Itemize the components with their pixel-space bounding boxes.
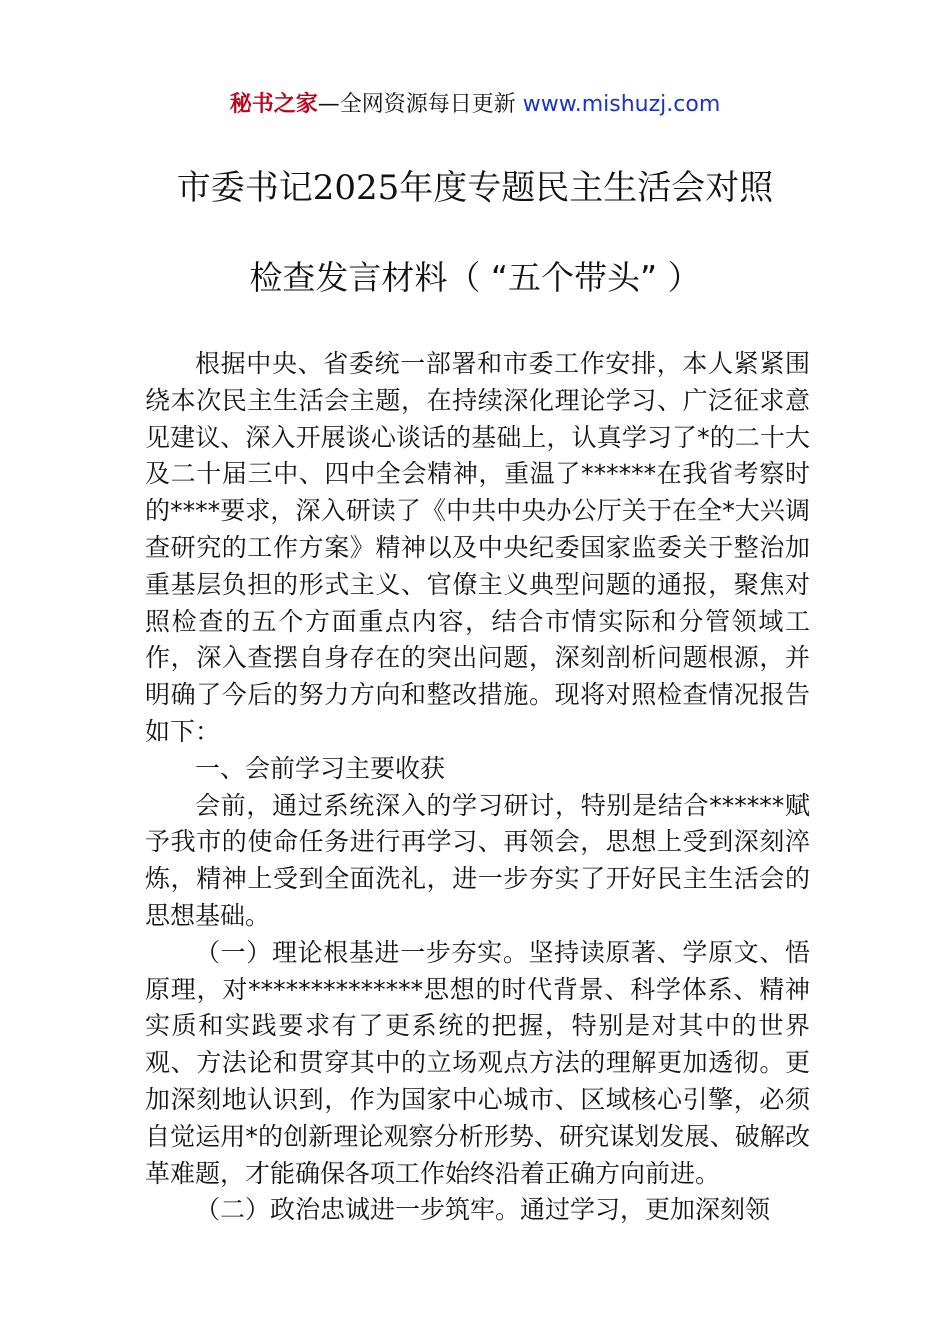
paragraph-subsection-1: （一）理论根基进一步夯实。坚持读原著、学原文、悟原理，对**************思想的时代背景、科学体系、精神实质和实践要求有了更系统的把握，特别是对其中的世界观、方法论和贯穿其中的立场观点方法的理解更加透彻。更加深刻地认识到，作为国家中心城市、区域核心引擎，必须自觉运用*的创新理论观察分析形势、研究谋划发展、破解改革难题，才能确保各项工作始终沿着正确方向前进。: [145, 937, 810, 1188]
site-url-link[interactable]: www.mishuzj.com: [522, 92, 721, 117]
section-heading-1: 一、会前学习主要收获: [195, 753, 446, 783]
title-line-2: 检查发言材料（ “五个带头” ）: [249, 258, 701, 297]
document-title: [0, 162, 950, 304]
site-header: [0, 88, 950, 122]
paragraph-intro: 根据中央、省委统一部署和市委工作安排，本人紧紧围绕本次民主生活会主题，在持续深化理论学习、广泛征求意见建议、深入开展谈心谈话的基础上，认真学习了*的二十大及二十届三中、四中全会精神，重温了******在我省考察时的****要求，深入研读了《中共中央办公厅关于在全*大兴调查研究的工作方案》精神以及中央纪委国家监委关于整治加重基层负担的形式主义、官僚主义典型问题的通报，聚焦对照检查的五个方面重点内容，结合市情实际和分管领域工作，深入查摆自身存在的突出问题，深刻剖析问题根源，并明确了今后的努力方向和整改措施。现将对照检查情况报告如下：: [145, 349, 810, 746]
paragraph-subsection-2: （二）政治忠诚进一步筑牢。通过学习，更加深刻领: [195, 1195, 771, 1225]
title-line-1: 市委书记2025年度专题民主生活会对照: [176, 168, 774, 208]
document-body: [145, 346, 810, 1229]
paragraph-section-1: 会前，通过系统深入的学习研讨，特别是结合******赋予我市的使命任务进行再学习、再领会，思想上受到深刻淬炼，精神上受到全面洗礼，进一步夯实了开好民主生活会的思想基础。: [145, 790, 810, 930]
header-tagline: —全网资源每日更新: [317, 92, 523, 117]
brand-name: 秘书之家: [229, 92, 318, 117]
